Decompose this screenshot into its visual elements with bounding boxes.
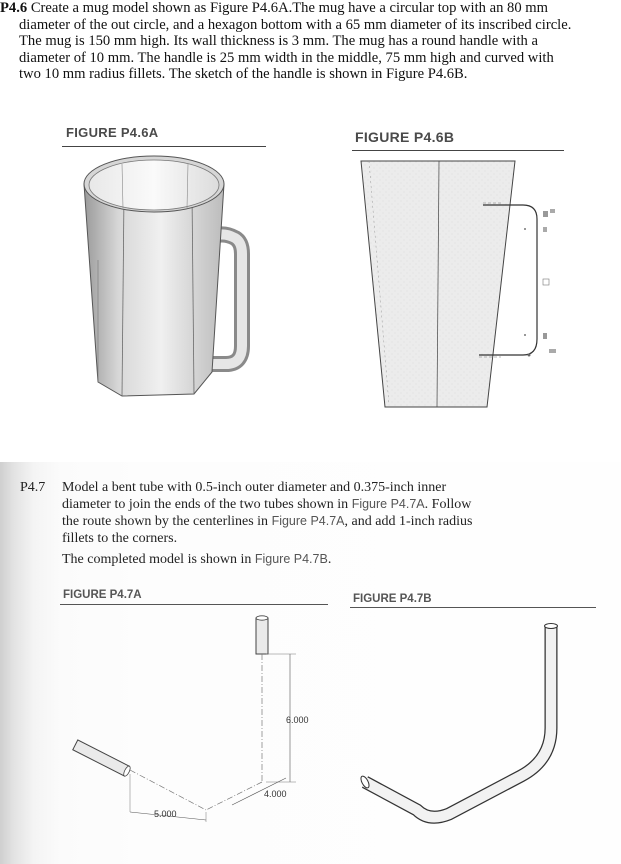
figure-p47b-rule <box>350 607 596 608</box>
p47-figure-ref: Figure P4.7A <box>351 497 425 511</box>
p47-line-2: diameter to join the ends of the two tubes shown in Figure P4.7A. Follow <box>62 497 472 512</box>
figure-p47b-caption: FIGURE P4.7B <box>353 593 432 605</box>
p46-line-1: P4.6 Create a mug model shown as Figure P4.6A.The mug have a circular top with an 80 mm <box>0 0 548 16</box>
p47-line-5: The completed model is shown in Figure P4.7B. <box>62 552 332 567</box>
p47-line-3: the route shown by the centerlines in Figure P4.7A, and add 1-inch radius <box>62 514 473 529</box>
p46-line-4: diameter of 10 mm. The handle is 25 mm width in the middle, 75 mm high and curved with <box>19 49 554 66</box>
mug-illustration <box>70 150 270 410</box>
p47-number: P4.7 <box>20 480 46 495</box>
handle-sketch <box>355 155 570 415</box>
dimension-horizontal: 5.000 <box>154 809 177 819</box>
figure-p46a-caption: FIGURE P4.6A <box>66 125 159 140</box>
p46-number: P4.6 <box>0 0 28 16</box>
figure-p46b-caption: FIGURE P4.6B <box>355 129 455 145</box>
p47-figure-ref: Figure P4.7A <box>271 514 345 528</box>
p46-line-5: two 10 mm radius fillets. The sketch of the handle is shown in Figure P4.6B. <box>19 66 468 83</box>
p47-body <box>62 479 602 568</box>
figure-p47a-caption: FIGURE P4.7A <box>63 589 142 601</box>
p46-line-3: The mug is 150 mm high. Its wall thickness is 3 mm. The mug has a round handle with a <box>19 33 538 50</box>
p47-figure-ref: Figure P4.7B <box>254 552 328 566</box>
p46-line-2: diameter of the out circle, and a hexagon bottom with a 65 mm diameter of its inscribed circle. <box>19 16 572 33</box>
tube-layout-diagram <box>60 610 350 830</box>
problem-4-6-text <box>0 0 612 83</box>
figure-p47a-rule <box>60 604 328 605</box>
figure-p46b-rule <box>352 150 564 151</box>
bent-tube-model <box>345 610 585 830</box>
p47-line-4: fillets to the corners. <box>62 531 178 546</box>
dimension-depth: 4.000 <box>264 789 287 799</box>
p47-line-1: Model a bent tube with 0.5-inch outer diameter and 0.375-inch inner <box>62 480 447 495</box>
figure-p46a-rule <box>62 146 266 147</box>
dimension-vertical: 6.000 <box>286 715 309 725</box>
